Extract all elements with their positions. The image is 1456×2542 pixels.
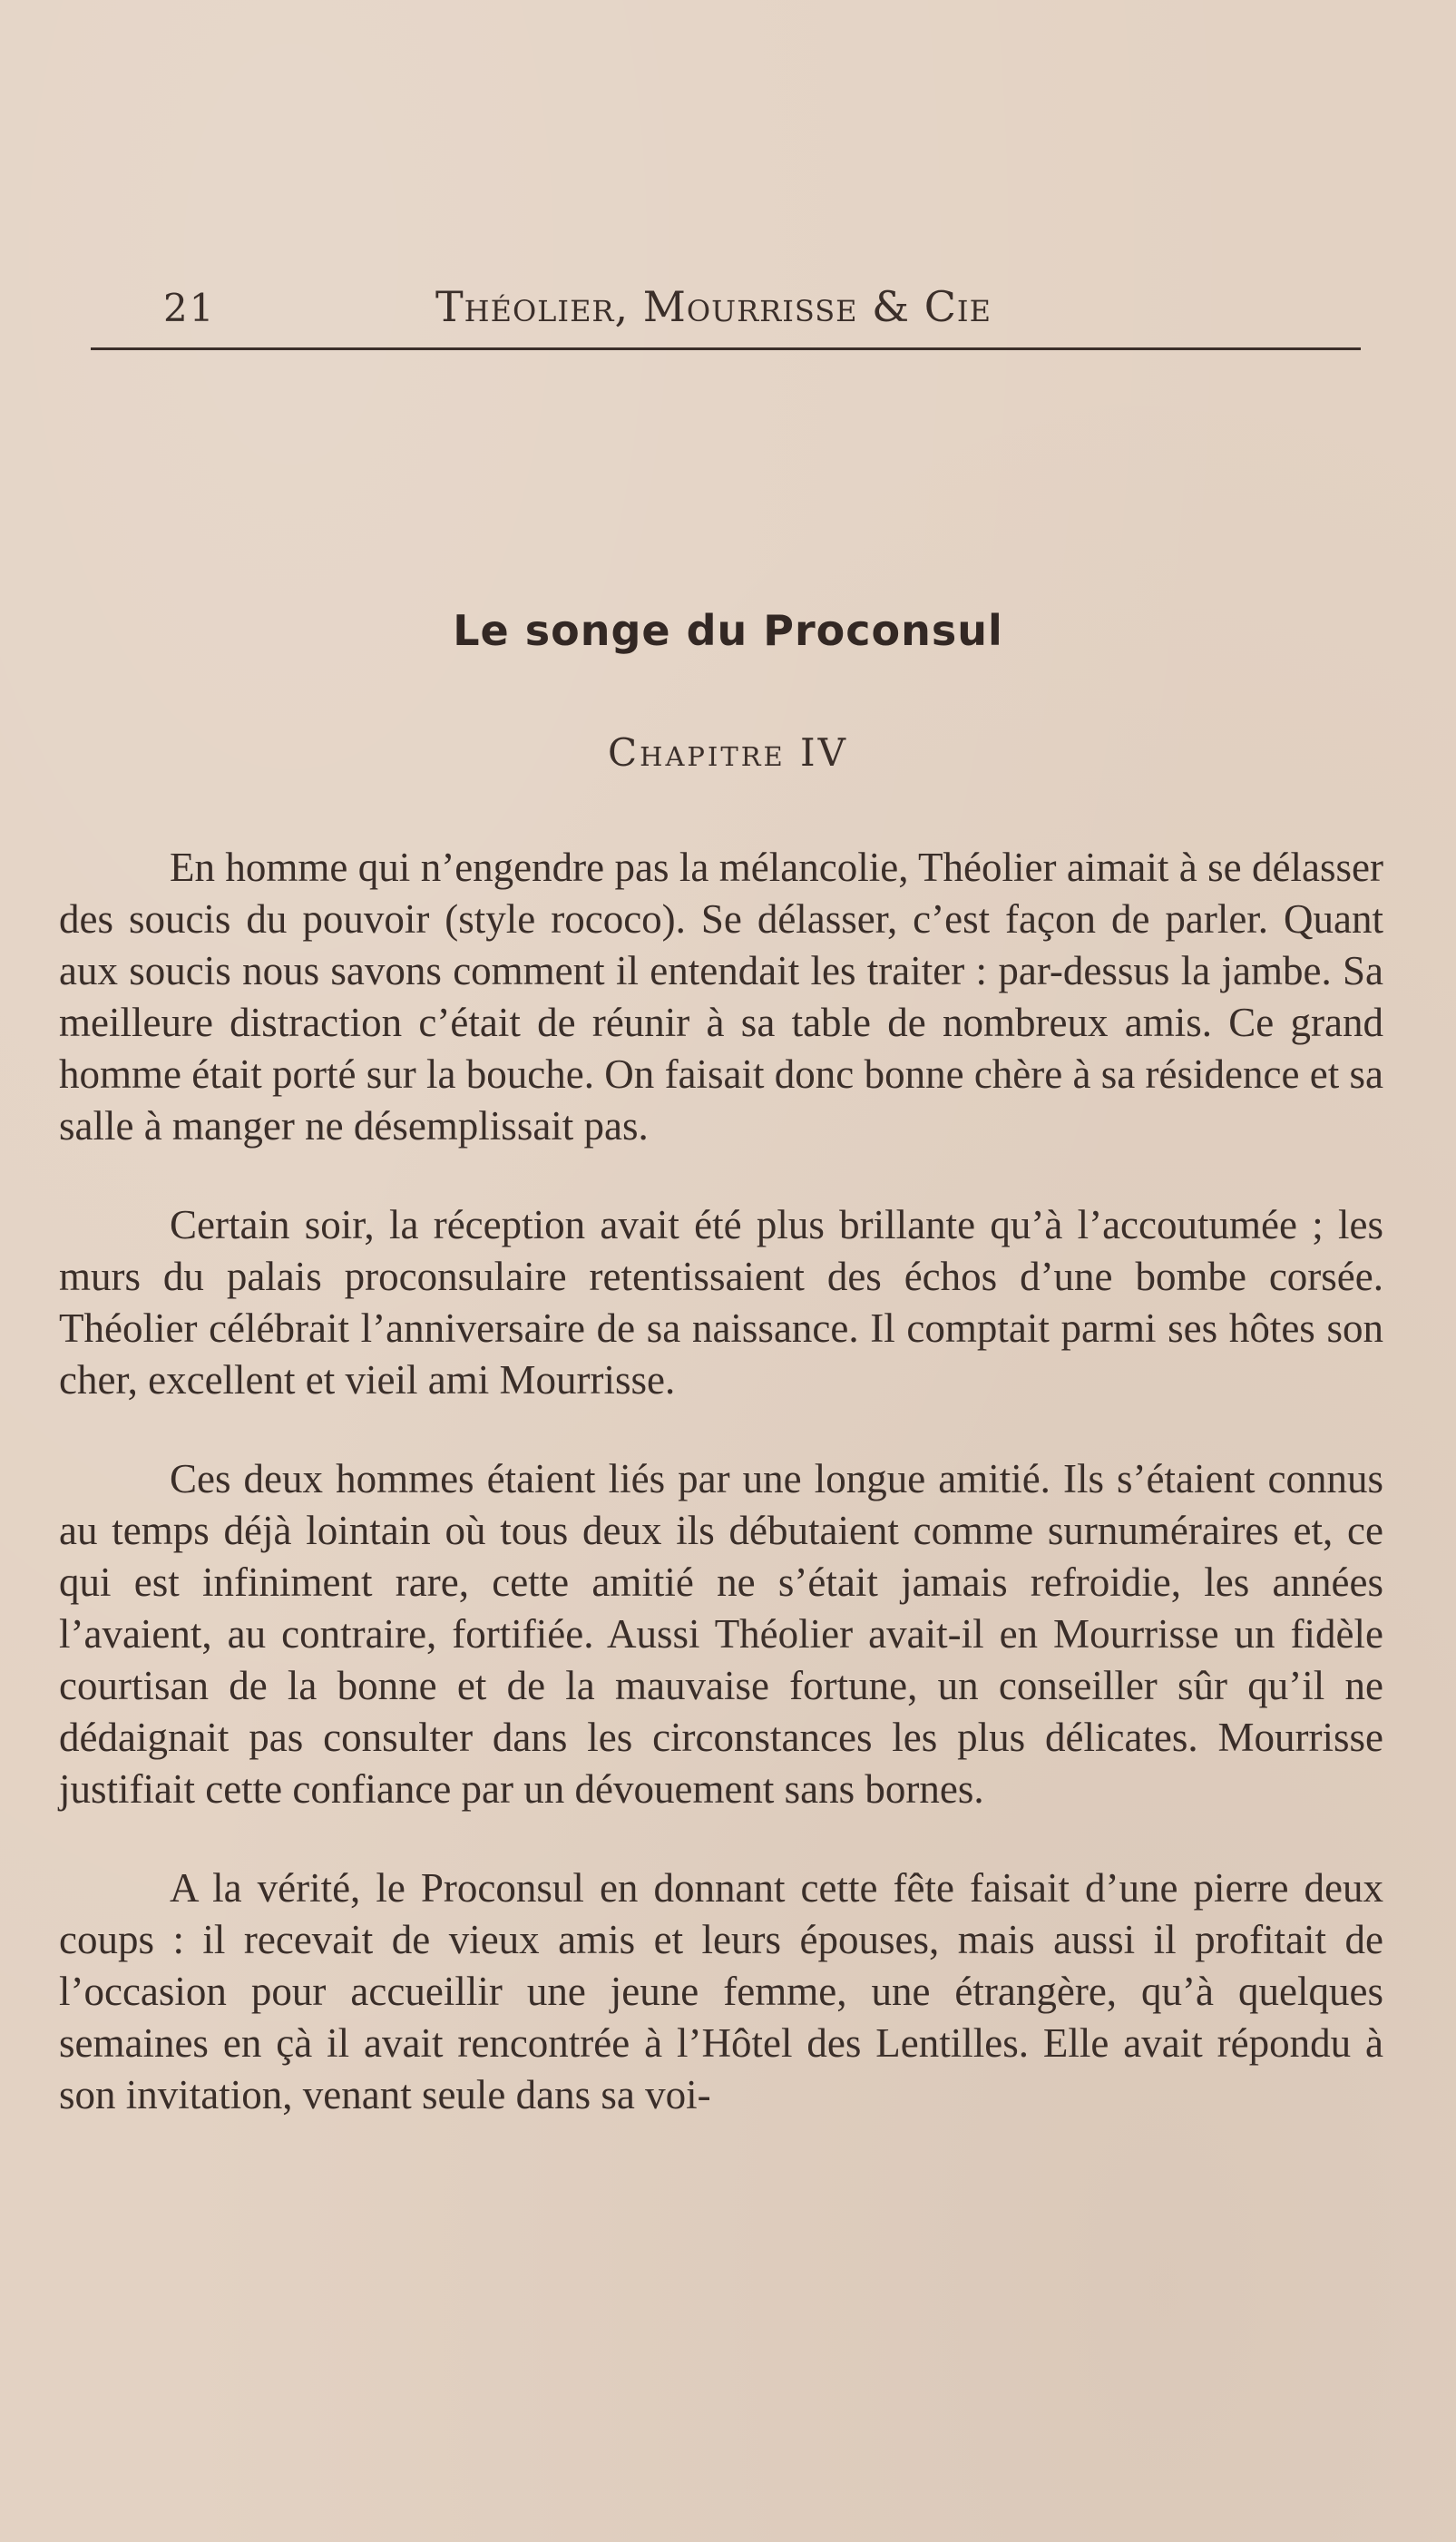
chapter-heading: Chapitre IV [608,730,848,775]
paragraph-2: Certain soir, la réception avait été plus brillante qu’à l’accoutumée ; les murs du palais proconsulaire retentissaient des échos d’une bombe corsée. Théolier célébrait l’anniversaire de sa naissance. Il comptait parmi ses hôtes son cher, excellent et vieil ami Mourrisse. [59,1202,1383,1403]
header-rule [91,347,1361,350]
paragraph-3: Ces deux hommes étaient liés par une longue amitié. Ils s’étaient connus au temps déjà lointain où tous deux ils débutaient comme surnuméraires et, ce qui est infiniment rare, cette amitié ne s’était jamais refroidie, les années l’avaient, au contraire, fortifiée. Aussi Théolier avait-il en Mourrisse un fidèle courtisan de la bonne et de la mauvaise fortune, un conseiller sûr qu’il ne dédaignait pas consulter dans les circonstances les plus délicates. Mourrisse justifiait cette confiance par un dévouement sans bornes. [59,1456,1383,1812]
running-title: Théolier, Mourrisse & Cie [435,282,992,331]
paragraph-1: En homme qui n’engendre pas la mélancolie, Théolier aimait à se délasser des soucis du pouvoir (style rococo). Se délasser, c’est façon de parler. Quant aux soucis nous savons comment il entendait les traiter : par-dessus la jambe. Sa meilleure distraction c’était de réunir à sa table de nombreux amis. Ce grand homme était porté sur la bouche. On faisait donc bonne chère à sa résidence et sa salle à manger ne désemplissait pas. [59,845,1383,1149]
running-head [91,277,1361,349]
page-number: 21 [163,286,216,330]
body-text [59,842,1383,2168]
paragraph-4: A la vérité, le Proconsul en donnant cette fête faisait d’une pierre deux coups : il recevait de vieux amis et leurs épouses, mais aussi il profitait de l’occasion pour accueillir une jeune femme, une étrangère, qu’à quelques semaines en çà il avait rencontrée à l’Hôtel des Lentilles. Elle avait répondu à son invitation, venant seule dans sa voi- [59,1865,1383,2117]
story-title: Le songe du Proconsul [453,606,1003,655]
